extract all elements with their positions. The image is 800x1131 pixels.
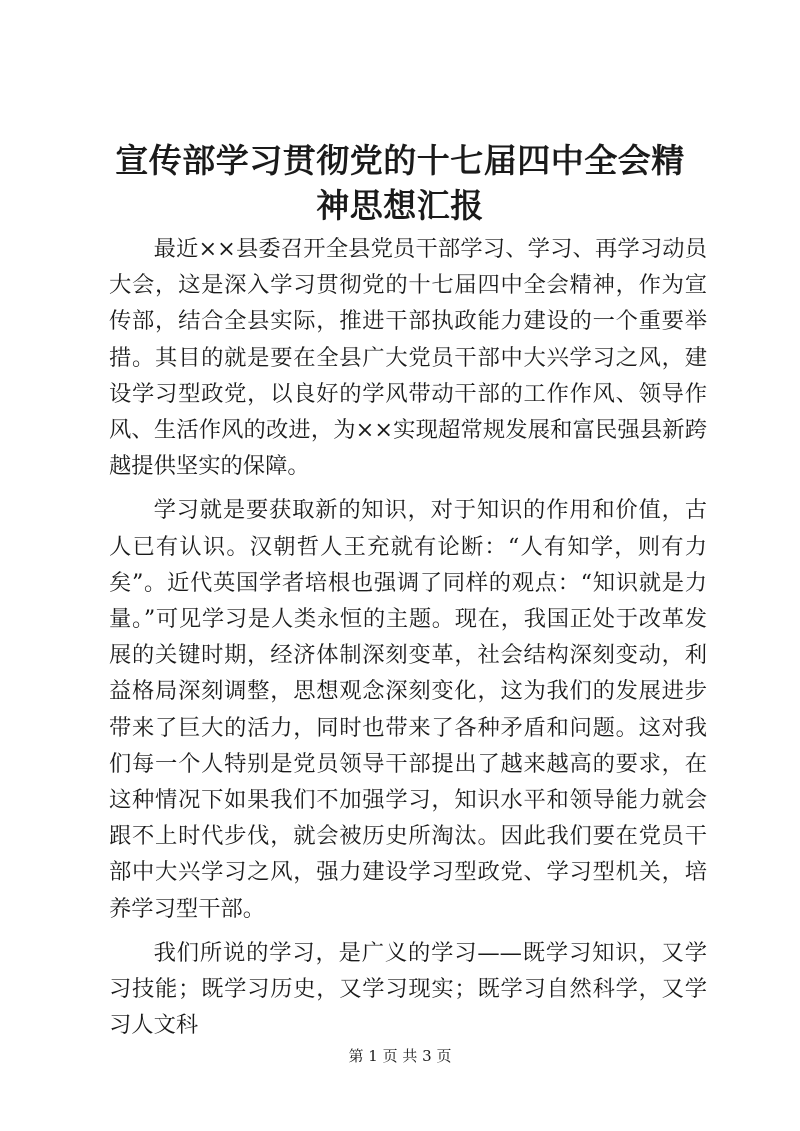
paragraph-2: 学习就是要获取新的知识，对于知识的作用和价值，古人已有认识。汉朝哲人王充就有论断：“人有知学，则有力矣”。近代英国学者培根也强调了同样的观点：“知识就是力量。”可见学习是人类永恒的主题。现在，我国正处于改革发展的关键时期，经济体制深刻变革，社会结构深刻变动，利益格局深刻调整，思想观念深刻变化，这为我们的发展进步带来了巨大的活力，同时也带来了各种矛盾和问题。这对我们每一个人特别是党员领导干部提出了越来越高的要求，在这种情况下如果我们不加强学习，知识水平和领导能力就会跟不上时代步伐，就会被历史所淘汰。因此我们要在党员干部中大兴学习之风，强力建设学习型政党、学习型机关，培养学习型干部。 [109,497,707,922]
paragraph-3: 我们所说的学习，是广义的学习——既学习知识，又学习技能；既学习历史，又学习现实；既学习自然科学，又学习人文科 [109,939,707,1039]
paragraph-1: 最近××县委召开全县党员干部学习、学习、再学习动员大会，这是深入学习贯彻党的十七届四中全会精神，作为宣传部，结合全县实际，推进干部执政能力建设的一个重要举措。其目的就是要在全县广大党员干部中大兴学习之风，建设学习型政党，以良好的学风带动干部的工作作风、领导作风、生活作风的改进，为××实现超常规发展和富民强县新跨越提供坚实的保障。 [109,236,707,480]
page-footer: 第 1 页 共 3 页 [348,1047,452,1065]
document-body [109,231,707,1051]
document-title: 宣传部学习贯彻党的十七届四中全会精神思想汇报 [115,141,685,225]
